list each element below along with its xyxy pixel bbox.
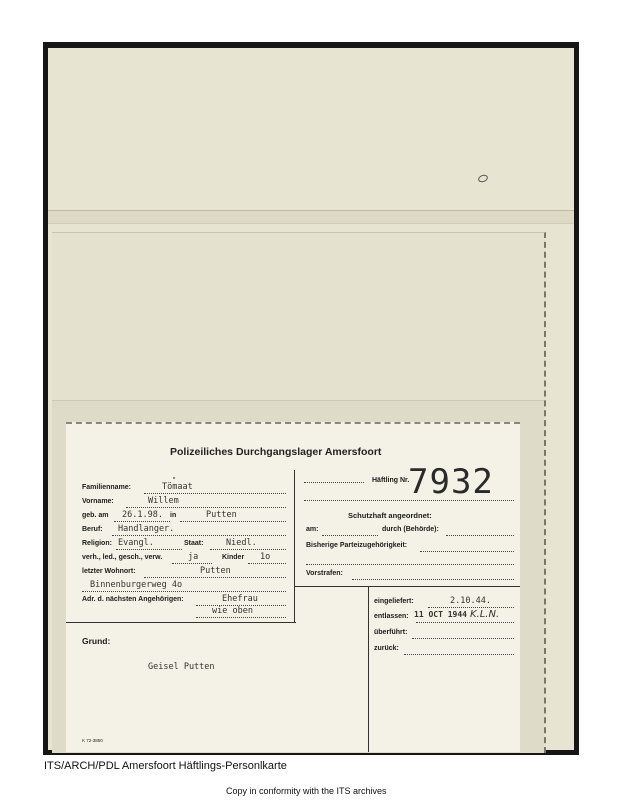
value-familienname-mark: " (172, 476, 177, 484)
line-partei (420, 551, 514, 552)
line-am (322, 535, 378, 536)
label-kinder: Kinder (222, 554, 245, 561)
divider-right-top (294, 586, 520, 587)
label-beruf: Beruf: (82, 526, 103, 533)
label-grund: Grund: (82, 636, 111, 646)
label-am: am: (306, 526, 319, 533)
label-adr-angehoerige: Adr. d. nächsten Angehörigen: (82, 596, 184, 603)
line-zurueck (404, 654, 514, 655)
label-schutzhaft: Schutzhaft angeordnet: (348, 511, 432, 520)
value-angehoerige-1: Ehefrau (222, 594, 258, 604)
line-eingeliefert (428, 607, 514, 608)
value-haeftling-nr: 7932 (408, 462, 494, 502)
line-ueberfuehrt (412, 638, 514, 639)
value-staat: Niedl. (226, 538, 257, 548)
card-title: Polizeiliches Durchgangslager Amersfoort (170, 446, 382, 458)
label-zurueck: zurück: (374, 645, 399, 652)
label-eingeliefert: eingeliefert: (374, 598, 414, 605)
source-caption: ITS/ARCH/PDL Amersfoort Häftlings-Personlkarte (44, 760, 287, 772)
line-verh (172, 563, 212, 564)
label-in: in (170, 512, 177, 519)
value-angehoerige-2: wie oben (212, 606, 253, 616)
value-familienname: Tömaat (162, 482, 193, 492)
label-familienname: Familienname: (82, 484, 132, 491)
label-durch: durch (Behörde): (382, 526, 439, 533)
value-verh: ja (188, 552, 199, 562)
value-entlassen-hand: K.L.N. (470, 609, 500, 620)
fold-band (48, 210, 574, 224)
label-entlassen: entlassen: (374, 613, 409, 620)
line-familienname (144, 493, 286, 494)
value-religion: Evangl. (118, 538, 154, 548)
label-geb-am: geb. am (82, 512, 109, 519)
label-vorstrafen: Vorstrafen: (306, 570, 343, 577)
line-strasse (82, 591, 286, 592)
value-strasse: Binnenburgerweg 4o (90, 580, 183, 590)
line-vorname (126, 507, 286, 508)
label-haeftling: Häftling Nr. (372, 477, 410, 484)
line-haeftling-bottom (304, 500, 514, 501)
line-geb-am (114, 521, 170, 522)
personal-card (66, 422, 520, 752)
line-haeftling-left (304, 482, 364, 483)
label-religion: Religion: (82, 540, 112, 547)
label-staat: Staat: (184, 540, 204, 547)
line-durch (446, 535, 514, 536)
label-ueberfuehrt: überführt: (374, 629, 408, 636)
line-vorstrafen (352, 579, 514, 580)
line-beruf (112, 535, 286, 536)
value-entlassen-stamp: 11 OCT 1944 (414, 610, 467, 619)
line-kinder (248, 563, 286, 564)
line-angehoerige-2 (196, 617, 286, 618)
value-vorname: Willem (148, 496, 179, 506)
line-religion (116, 549, 182, 550)
divider-left (294, 470, 295, 622)
value-geb-in: Putten (206, 510, 237, 520)
value-letzter-wohnort: Putten (200, 566, 231, 576)
line-entlassen (416, 622, 514, 623)
line-partei-2 (306, 564, 514, 565)
copy-notice: Copy in conformity with the ITS archives (226, 786, 387, 796)
form-code: K 72-3850 (82, 738, 103, 743)
line-letzter-wohnort (144, 577, 286, 578)
label-vorname: Vorname: (82, 498, 114, 505)
line-staat (210, 549, 286, 550)
label-partei: Bisherige Parteizugehörigkeit: (306, 542, 408, 549)
label-verh: verh., led., gesch., verw. (82, 554, 163, 561)
divider-right (368, 586, 369, 752)
value-beruf: Handlanger. (118, 524, 175, 534)
value-eingeliefert: 2.10.44. (450, 596, 491, 606)
label-letzter-wohnort: letzter Wohnort: (82, 568, 136, 575)
divider-left-bottom (66, 622, 296, 623)
line-in (180, 521, 286, 522)
value-kinder: 1o (260, 552, 271, 562)
value-geb-am: 26.1.98. (122, 510, 163, 520)
value-grund: Geisel Putten (148, 662, 215, 672)
